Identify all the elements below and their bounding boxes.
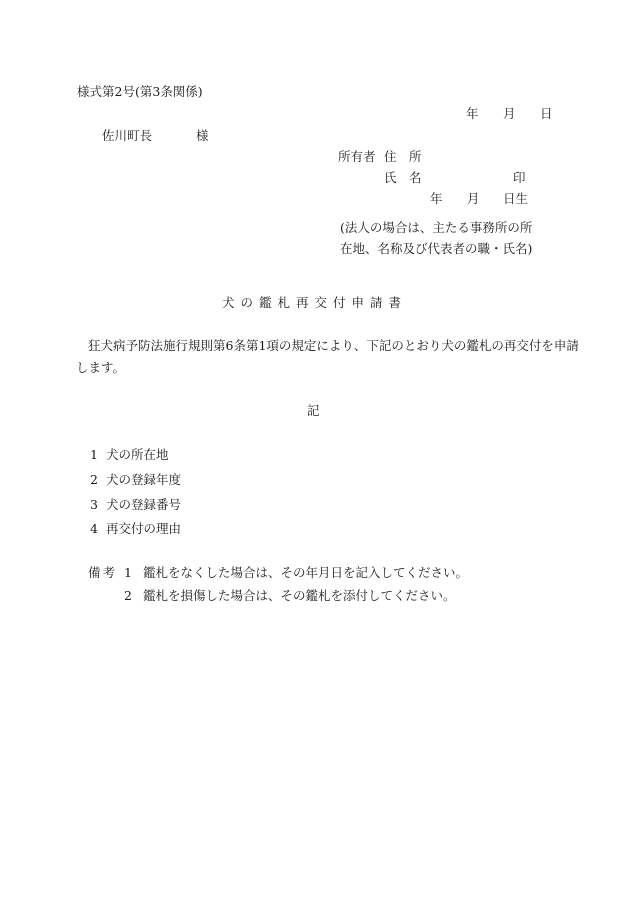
body-line-1: 狂犬病予防法施行規則第6条第1項の規定により、下記のとおり犬の鑑札の再交付を申請 (88, 338, 579, 353)
item-4-number: 4 (90, 521, 98, 536)
recipient-name: 佐川町長 (102, 128, 153, 143)
address-label: 住 所 (384, 149, 422, 164)
corporate-note-line-2: 在地、名称及び代表者の職・氏名) (340, 241, 533, 256)
birth-day: 日生 (503, 191, 529, 206)
item-3-text: 犬の登録番号 (106, 497, 182, 512)
note-1-number: 1 (124, 565, 132, 580)
item-4-text: 再交付の理由 (106, 521, 182, 536)
item-3-number: 3 (90, 497, 98, 512)
note-1-text: 鑑札をなくした場合は、その年月日を記入してください。 (143, 565, 469, 580)
ki-heading: 記 (307, 403, 320, 418)
note-2-text: 鑑札を損傷した場合は、その鑑札を添付してください。 (143, 588, 456, 603)
item-2-text: 犬の登録年度 (106, 472, 182, 487)
birth-month: 月 (467, 191, 480, 206)
name-label: 氏 名 (384, 170, 422, 185)
seal-mark: 印 (513, 170, 526, 185)
owner-label: 所有者 (338, 149, 376, 164)
corporate-note-line-1: (法人の場合は、主たる事務所の所 (340, 220, 533, 235)
date-month: 月 (503, 106, 516, 121)
body-line-2: します。 (76, 360, 126, 375)
recipient-honorific: 様 (196, 128, 209, 143)
item-2-number: 2 (90, 472, 98, 487)
item-1-text: 犬の所在地 (106, 447, 169, 462)
item-1-number: 1 (90, 447, 98, 462)
date-year: 年 (466, 106, 479, 121)
note-2-number: 2 (124, 588, 132, 603)
date-day: 日 (540, 106, 553, 121)
birth-year: 年 (430, 191, 443, 206)
notes-label: 備考 (88, 565, 118, 580)
document-title: 犬の鑑札再交付申請書 (222, 295, 408, 310)
form-label: 様式第2号(第3条関係) (77, 84, 203, 99)
